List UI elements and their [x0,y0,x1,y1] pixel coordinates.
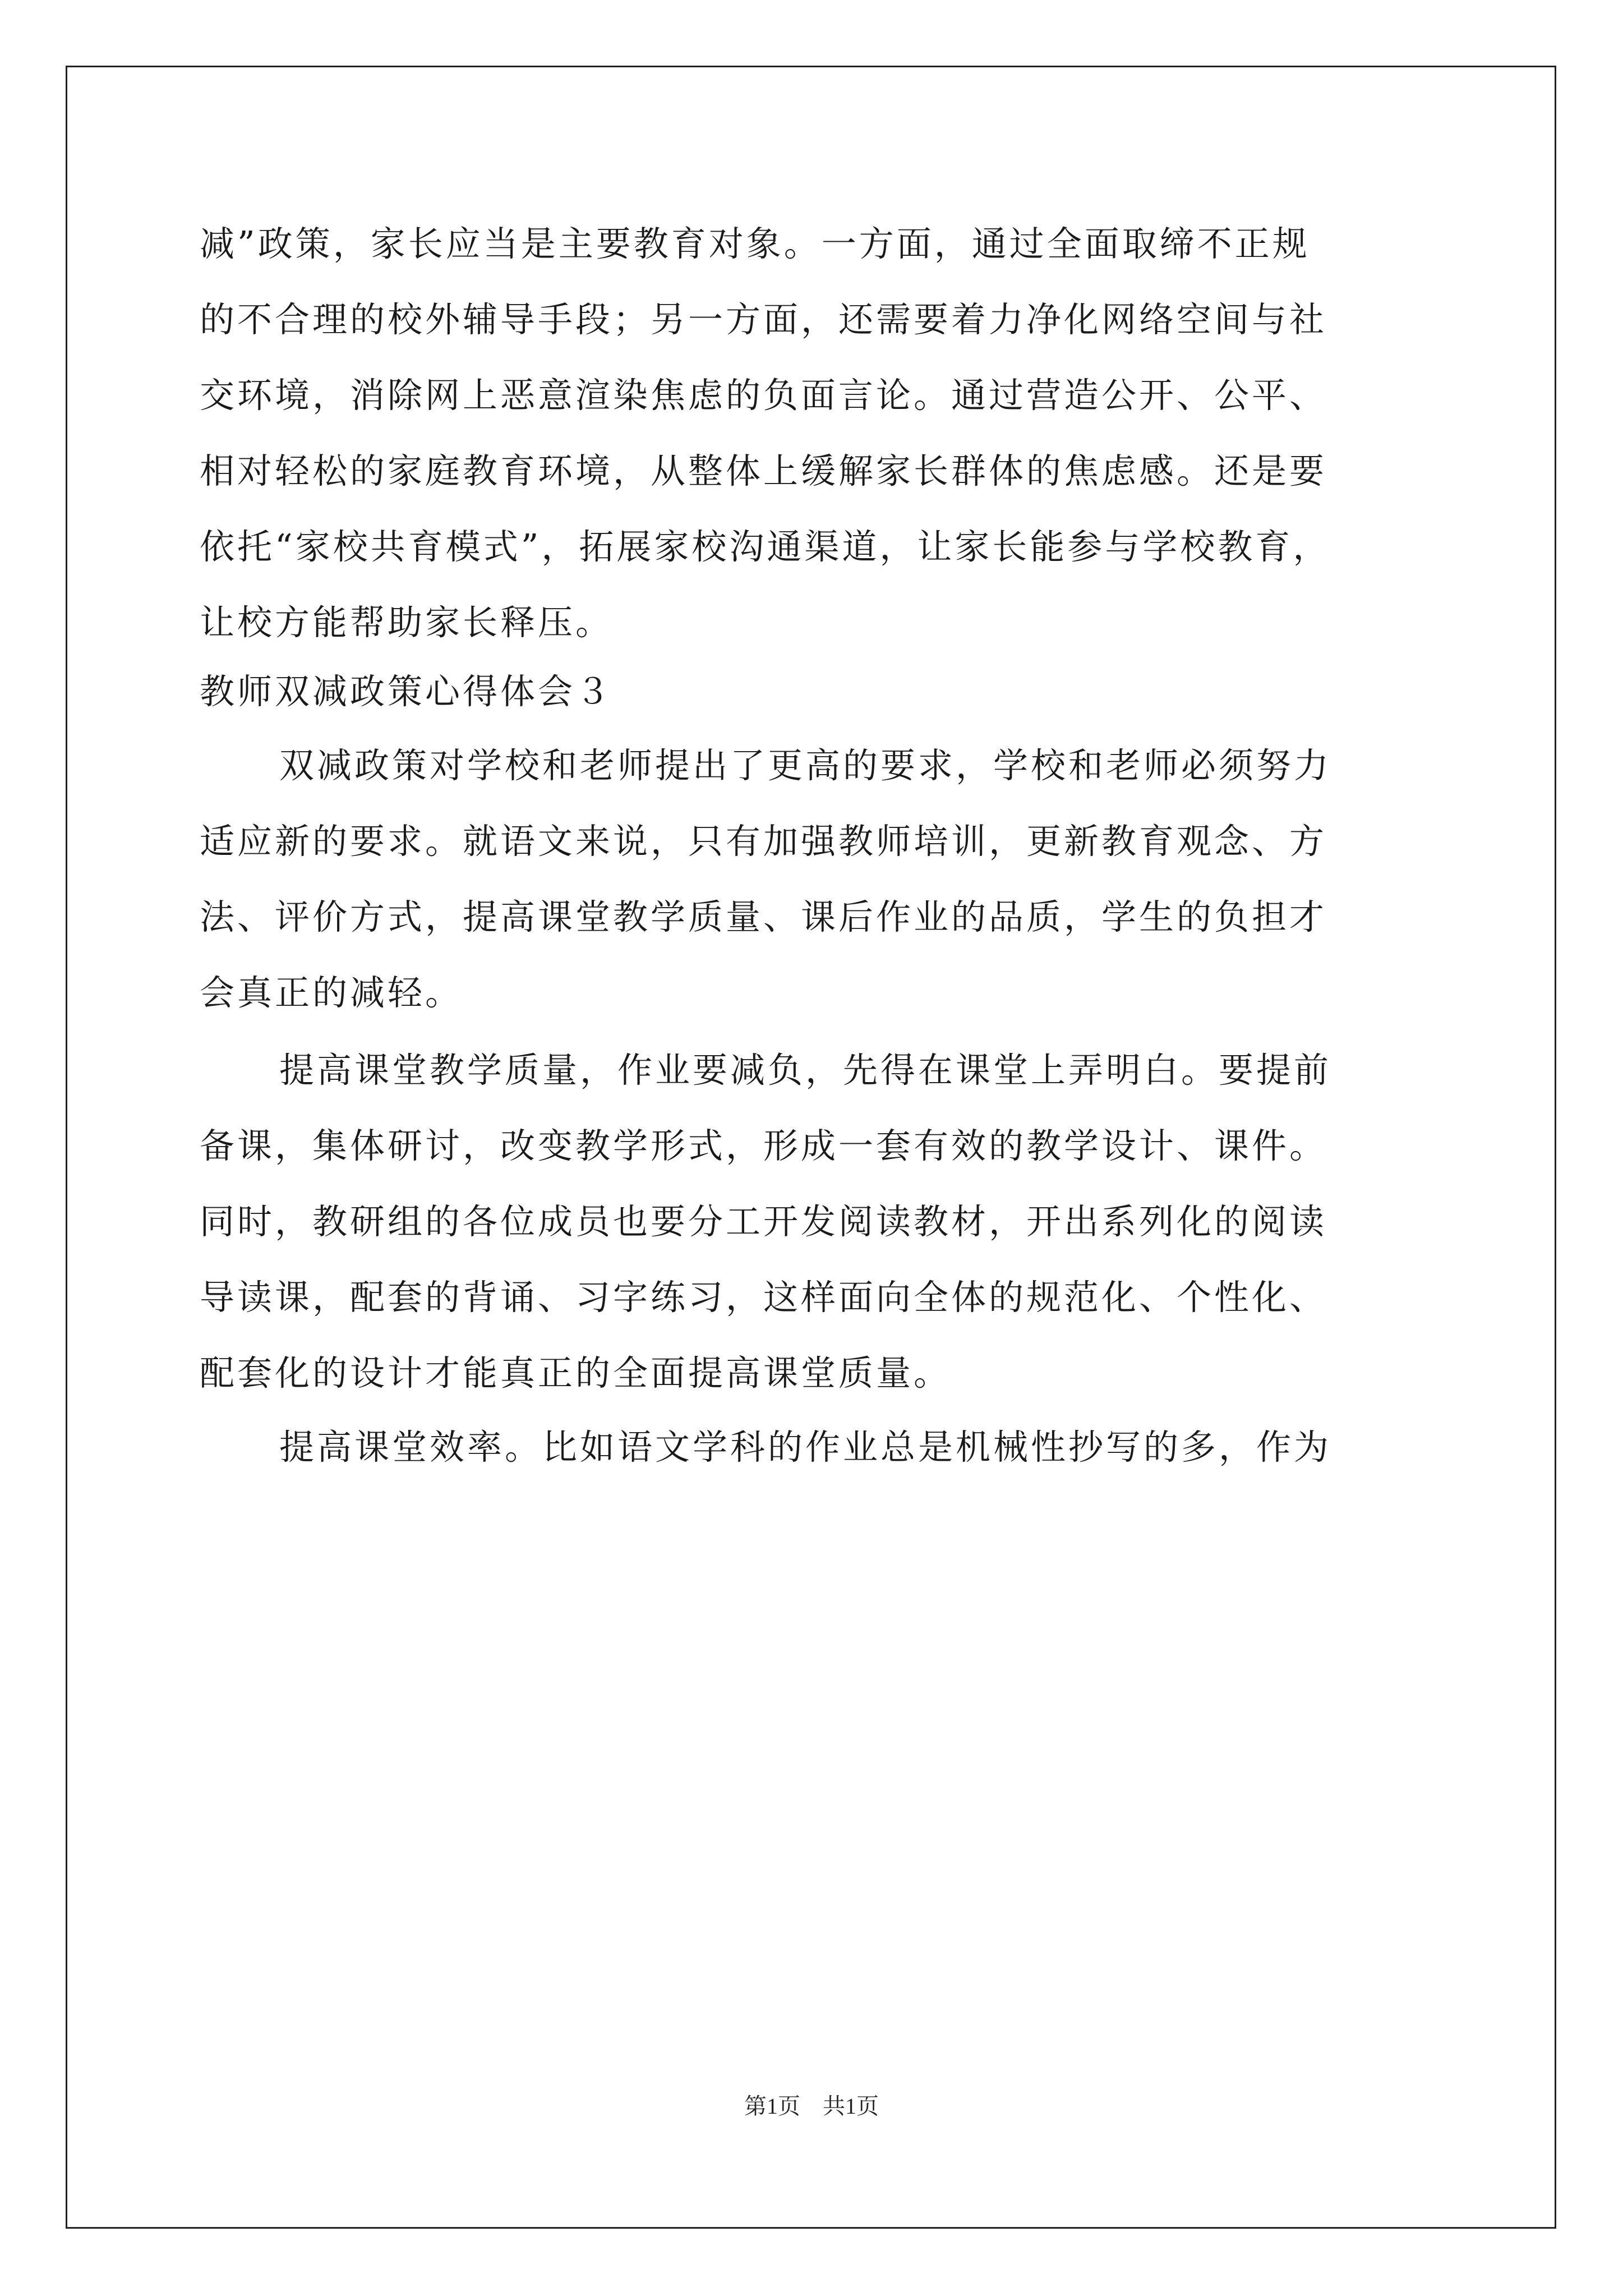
body-line-6: 让校方能帮助家长释压。 [200,602,614,643]
body-line-8: 双减政策对学校和老师提出了更高的要求，学校和老师必须努力 [279,745,1332,786]
body-line-11: 会真正的减轻。 [200,972,463,1013]
body-line-15: 导读课，配套的背诵、习字练习，这样面向全体的规范化、个性化、 [200,1277,1327,1318]
body-line-13: 备课，集体研讨，改变教学形式，形成一套有效的教学设计、课件。 [200,1125,1327,1166]
body-line-3: 交环境，消除网上恶意渲染焦虑的负面言论。通过营造公开、公平、 [200,375,1327,416]
body-line-10: 法、评价方式，提高课堂教学质量、课后作业的品质，学生的负担才 [200,896,1327,937]
body-line-1: 减”政策，家长应当是主要教育对象。一方面，通过全面取缔不正规 [200,223,1310,264]
body-line-17: 提高课堂效率。比如语文学科的作业总是机械性抄写的多，作为 [279,1427,1332,1467]
body-line-14: 同时，教研组的各位成员也要分工开发阅读教材，开出系列化的阅读 [200,1201,1327,1242]
body-line-5: 依托“家校共育模式”，拓展家校沟通渠道，让家长能参与学校教育， [200,526,1331,567]
section-heading: 教师双减政策心得体会３ [200,671,614,712]
page-footer: 第1页 共1页 [744,2093,879,2119]
body-line-16: 配套化的设计才能真正的全面提高课堂质量。 [200,1352,952,1393]
body-line-2: 的不合理的校外辅导手段；另一方面，还需要着力净化网络空间与社 [200,299,1327,340]
body-line-12: 提高课堂教学质量，作业要减负，先得在课堂上弄明白。要提前 [279,1050,1332,1091]
body-line-9: 适应新的要求。就语文来说，只有加强教师培训，更新教育观念、方 [200,821,1327,862]
body-line-4: 相对轻松的家庭教育环境，从整体上缓解家长群体的焦虑感。还是要 [200,450,1327,491]
